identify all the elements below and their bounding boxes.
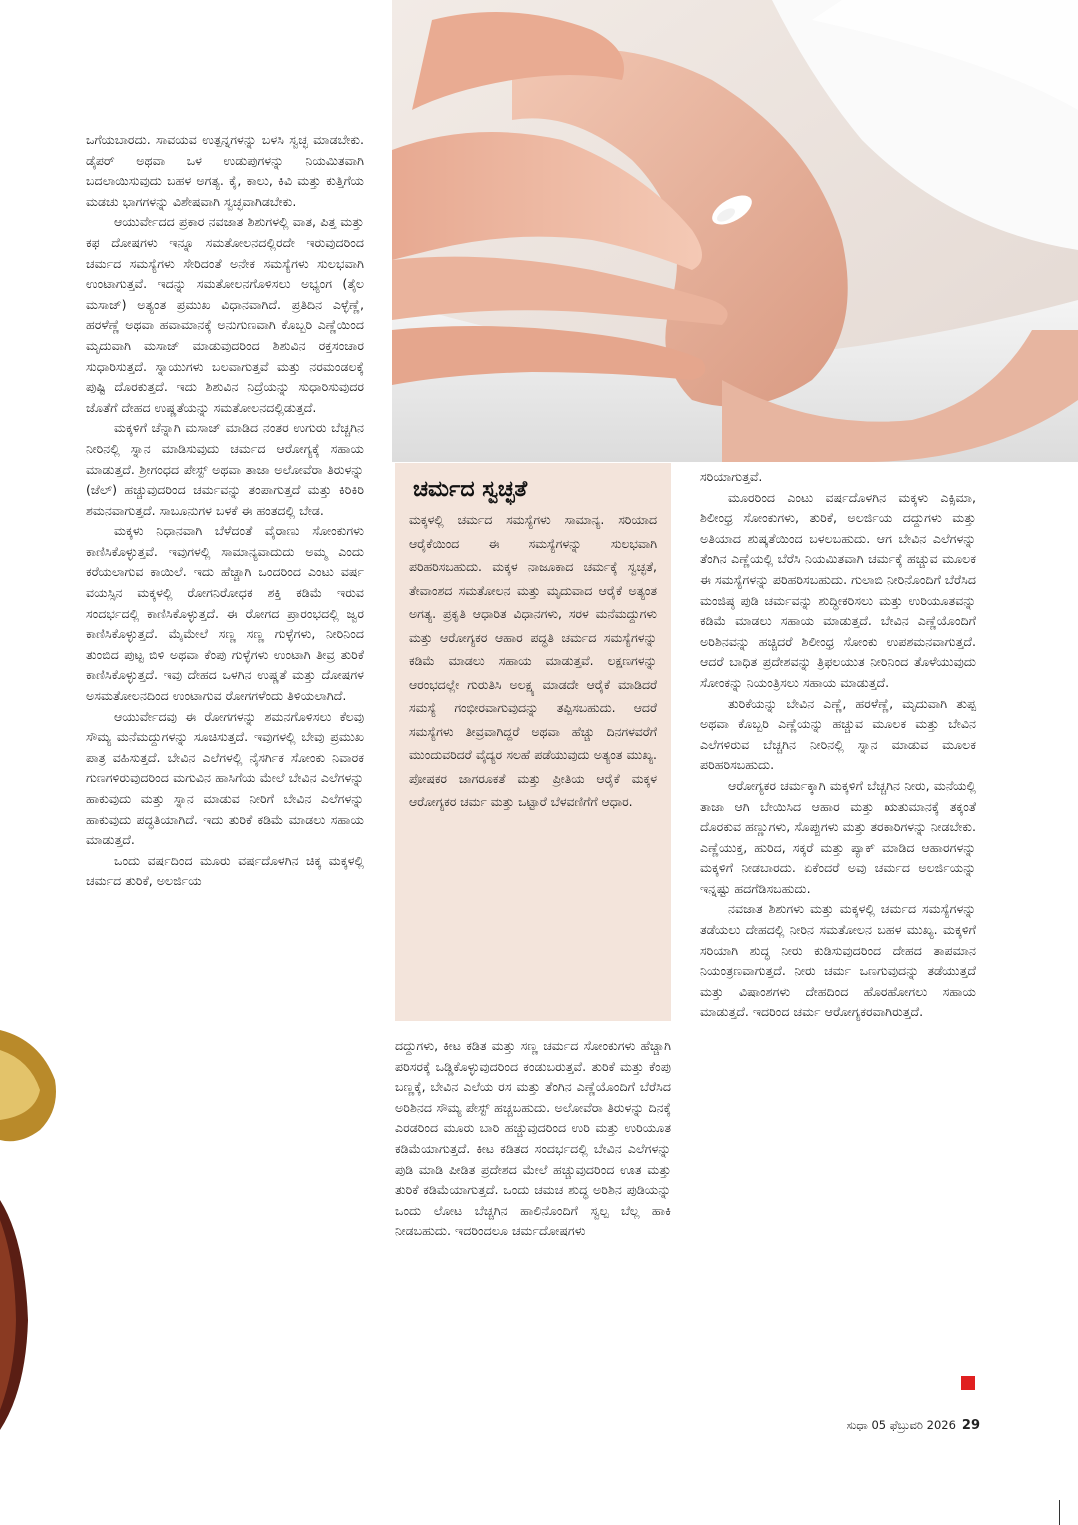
paragraph: ನವಜಾತ ಶಿಶುಗಳು ಮತ್ತು ಮಕ್ಕಳಲ್ಲಿ ಚರ್ಮದ ಸಮಸ್ಯೆಗಳನ್ನು ತಡೆಯಲು ದೇಹದಲ್ಲಿ ನೀರಿನ ಸಮತೋಲನ ಬಹಳ ಮುಖ್ಯ. ಮಕ್ಕಳಿಗೆ ಸರಿಯಾಗಿ ಶುದ್ಧ ನೀರು ಕುಡಿಸುವುದರಿಂದ ದೇಹದ ತಾಪಮಾನ ನಿಯಂತ್ರಣವಾಗುತ್ತದೆ. ನೀರು ಚರ್ಮ ಒಣಗುವುದನ್ನು ತಡೆಯುತ್ತದೆ ಮತ್ತು ವಿಷಾಂಶಗಳು ದೇಹದಿಂದ ಹೊರಹೋಗಲು ಸಹಾಯ ಮಾಡುತ್ತದೆ. ಇದರಿಂದ ಚರ್ಮ ಆರೋಗ್ಯಕರವಾಗಿರುತ್ತದೆ. xyxy=(700,901,976,1020)
page-number: 29 xyxy=(961,1418,980,1433)
sidebar-box xyxy=(395,463,671,1021)
paragraph: ತುರಿಕೆಯನ್ನು ಬೇವಿನ ಎಣ್ಣೆ, ಹರಳೆಣ್ಣೆ, ಮೃದುವಾಗಿ ತುಪ್ಪ ಅಥವಾ ಕೊಬ್ಬರಿ ಎಣ್ಣೆಯನ್ನು ಹಚ್ಚುವ ಮೂಲಕ ಮತ್ತು ಬೇವಿನ ಎಲೆಗಳಿರುವ ಬೆಚ್ಚಗಿನ ನೀರಿನಲ್ಲಿ ಸ್ನಾನ ಮಾಡುವ ಮೂಲಕ ಪರಿಹರಿಸಬಹುದು. xyxy=(700,695,976,773)
article-column-2 xyxy=(395,1036,671,1242)
page-footer xyxy=(820,1418,980,1433)
article-column-1 xyxy=(86,130,364,892)
sidebar-text: ಮಕ್ಕಳಲ್ಲಿ ಚರ್ಮದ ಸಮಸ್ಯೆಗಳು ಸಾಮಾನ್ಯ. ಸರಿಯಾದ ಆರೈಕೆಯಿಂದ ಈ ಸಮಸ್ಯೆಗಳನ್ನು ಸುಲಭವಾಗಿ ಪರಿಹರಿಸಬಹುದು. ಮಕ್ಕಳ ನಾಜೂಕಾದ ಚರ್ಮಕ್ಕೆ ಸ್ವಚ್ಛತೆ, ತೇವಾಂಶದ ಸಮತೋಲನ ಮತ್ತು ಮೃದುವಾದ ಆರೈಕೆ ಅತ್ಯಂತ ಅಗತ್ಯ. ಪ್ರಕೃತಿ ಆಧಾರಿತ ವಿಧಾನಗಳು, ಸರಳ ಮನೆಮದ್ದುಗಳು ಮತ್ತು ಆರೋಗ್ಯಕರ ಆಹಾರ ಪದ್ಧತಿ ಚರ್ಮದ ಸಮಸ್ಯೆಗಳನ್ನು ಕಡಿಮೆ ಮಾಡಲು ಸಹಾಯ ಮಾಡುತ್ತವೆ. ಲಕ್ಷಣಗಳನ್ನು ಆರಂಭದಲ್ಲೇ ಗುರುತಿಸಿ ಅಲಕ್ಷ್ಯ ಮಾಡದೇ ಆರೈಕೆ ಮಾಡಿದರೆ ಸಮಸ್ಯೆ ಗಂಭೀರವಾಗುವುದನ್ನು ತಪ್ಪಿಸಬಹುದು. ಆದರೆ ಸಮಸ್ಯೆಗಳು ತೀವ್ರವಾಗಿದ್ದರೆ ಅಥವಾ ಹೆಚ್ಚು ದಿನಗಳವರೆಗೆ ಮುಂದುವರಿದರೆ ವೈದ್ಯರ ಸಲಹೆ ಪಡೆಯುವುದು ಅತ್ಯಂತ ಮುಖ್ಯ. ಪೋಷಕರ ಜಾಗರೂಕತೆ ಮತ್ತು ಪ್ರೀತಿಯ ಆರೈಕೆ ಮಕ್ಕಳ ಆರೋಗ್ಯಕರ ಚರ್ಮ ಮತ್ತು ಒಟ್ಟಾರೆ ಬೆಳವಣಿಗೆಗೆ ಆಧಾರ. xyxy=(409,512,657,809)
paragraph: ಮಕ್ಕಳಿಗೆ ಚೆನ್ನಾಗಿ ಮಸಾಜ್ ಮಾಡಿದ ನಂತರ ಉಗುರು ಬೆಚ್ಚಗಿನ ನೀರಿನಲ್ಲಿ ಸ್ನಾನ ಮಾಡಿಸುವುದು ಚರ್ಮದ ಆರೋಗ್ಯಕ್ಕೆ ಸಹಾಯ ಮಾಡುತ್ತದೆ. ಶ್ರೀಗಂಧದ ಪೇಸ್ಟ್ ಅಥವಾ ತಾಜಾ ಅಲೋವೆರಾ ತಿರುಳನ್ನು (ಜೆಲ್) ಹಚ್ಚುವುದರಿಂದ ಚರ್ಮವನ್ನು ತಂಪಾಗುತ್ತದೆ ಮತ್ತು ಕಿರಿಕಿರಿ ಶಮನವಾಗುತ್ತದೆ. ಸಾಬೂನುಗಳ ಬಳಕೆ ಈ ಹಂತದಲ್ಲಿ ಬೇಡ. xyxy=(86,420,364,518)
footer-magazine-date: ಸುಧಾ 05 ಫೆಬ್ರುವರಿ 2026 xyxy=(846,1418,956,1432)
paragraph: ಸರಿಯಾಗುತ್ತವೆ. xyxy=(700,469,763,484)
paragraph: ಒಗೆಯಬಾರದು. ಸಾವಯವ ಉತ್ಪನ್ನಗಳನ್ನು ಬಳಸಿ ಸ್ವಚ್ಛ ಮಾಡಬೇಕು. ಡೈಪರ್ ಅಥವಾ ಒಳ ಉಡುಪುಗಳನ್ನು ನಿಯಮಿತವಾಗಿ ಬದಲಾಯಿಸುವುದು ಬಹಳ ಅಗತ್ಯ. ಕೈ, ಕಾಲು, ಕಿವಿ ಮತ್ತು ಕುತ್ತಿಗೆಯ ಮಡಚು ಭಾಗಗಳನ್ನು ವಿಶೇಷವಾಗಿ ಸ್ವಚ್ಛವಾಗಿಡಬೇಕು. xyxy=(86,132,364,209)
paragraph: ಆಯುರ್ವೇದವು ಈ ರೋಗಗಳನ್ನು ಶಮನಗೊಳಿಸಲು ಕೆಲವು ಸೌಮ್ಯ ಮನೆಮದ್ದುಗಳನ್ನು ಸೂಚಿಸುತ್ತದೆ. ಇವುಗಳಲ್ಲಿ ಬೇವು ಪ್ರಮುಖ ಪಾತ್ರ ವಹಿಸುತ್ತದೆ. ಬೇವಿನ ಎಲೆಗಳಲ್ಲಿ ನೈಸರ್ಗಿಕ ಸೋಂಕು ನಿವಾರಕ ಗುಣಗಳಿರುವುದರಿಂದ ಮಗುವಿನ ಹಾಸಿಗೆಯ ಮೇಲೆ ಬೇವಿನ ಎಲೆಗಳನ್ನು ಹಾಕುವುದು ಮತ್ತು ಸ್ನಾನ ಮಾಡುವ ನೀರಿಗೆ ಬೇವಿನ ಎಲೆಗಳನ್ನು ಹಾಕುವುದು ಪದ್ಧತಿಯಾಗಿದೆ. ಇದು ತುರಿಕೆ ಕಡಿಮೆ ಮಾಡಲು ಸಹಾಯ ಮಾಡುತ್ತದೆ. xyxy=(86,708,364,848)
article-end-mark xyxy=(961,1376,975,1390)
article-column-3 xyxy=(700,467,976,1023)
sidebar-title: ಚರ್ಮದ ಸ್ವಚ್ಛತೆ xyxy=(413,477,528,502)
paragraph: ಒಂದು ವರ್ಷದಿಂದ ಮೂರು ವರ್ಷದೊಳಗಿನ ಚಿಕ್ಕ ಮಕ್ಕಳಲ್ಲಿ ಚರ್ಮದ ತುರಿಕೆ, ಅಲರ್ಜಿಯ xyxy=(86,852,364,889)
paragraph: ಆರೋಗ್ಯಕರ ಚರ್ಮಕ್ಕಾಗಿ ಮಕ್ಕಳಿಗೆ ಬೆಚ್ಚಗಿನ ನೀರು, ಮನೆಯಲ್ಲಿ ತಾಜಾ ಆಗಿ ಬೇಯಿಸಿದ ಆಹಾರ ಮತ್ತು ಋತುಮಾನಕ್ಕೆ ತಕ್ಕಂತೆ ದೊರಕುವ ಹಣ್ಣುಗಳು, ಸೊಪ್ಪುಗಳು ಮತ್ತು ತರಕಾರಿಗಳನ್ನು ನೀಡಬೇಕು. ಎಣ್ಣೆಯುಕ್ತ, ಹುರಿದ, ಸಕ್ಕರೆ ಮತ್ತು ಪ್ಯಾಕ್ ಮಾಡಿದ ಆಹಾರಗಳನ್ನು ಮಕ್ಕಳಿಗೆ ನೀಡಬಾರದು. ಏಕೆಂದರೆ ಅವು ಚರ್ಮದ ಅಲರ್ಜಿಯನ್ನು ಇನ್ನಷ್ಟು ಹದಗೆಡಿಸಬಹುದು. xyxy=(700,777,976,896)
paragraph: ಮೂರರಿಂದ ಎಂಟು ವರ್ಷದೊಳಗಿನ ಮಕ್ಕಳು ಎಕ್ಸಿಮಾ, ಶಿಲೀಂಧ್ರ ಸೋಂಕುಗಳು, ತುರಿಕೆ, ಅಲರ್ಜಿಯ ದದ್ದುಗಳು ಮತ್ತು ಅತಿಯಾದ ಶುಷ್ಕತೆಯಿಂದ ಬಳಲಬಹುದು. ಆಗ ಬೇವಿನ ಎಲೆಗಳನ್ನು ತೆಂಗಿನ ಎಣ್ಣೆಯಲ್ಲಿ ಬೆರೆಸಿ ನಿಯಮಿತವಾಗಿ ಚರ್ಮಕ್ಕೆ ಹಚ್ಚುವ ಮೂಲಕ ಈ ಸಮಸ್ಯೆಗಳನ್ನು ಪರಿಹರಿಸಬಹುದು. ಗುಲಾಬಿ ನೀರಿನೊಂದಿಗೆ ಬೆರೆಸಿದ ಮಂಜಿಷ್ಠ ಪುಡಿ ಚರ್ಮವನ್ನು ಶುದ್ಧೀಕರಿಸಲು ಮತ್ತು ಉರಿಯೂತವನ್ನು ಕಡಿಮೆ ಮಾಡಲು ಸಹಾಯ ಮಾಡುತ್ತದೆ. ಬೇವಿನ ಎಣ್ಣೆಯೊಂದಿಗೆ ಅರಿಶಿನವನ್ನು ಹಚ್ಚಿದರೆ ಶಿಲೀಂಧ್ರ ಸೋಂಕು ಉಪಶಮನವಾಗುತ್ತದೆ. ಆದರೆ ಬಾಧಿತ ಪ್ರದೇಶವನ್ನು ತ್ರಿಫಲಯುತ ನೀರಿನಿಂದ ತೊಳೆಯುವುದು ಸೋಂಕನ್ನು ನಿಯಂತ್ರಿಸಲು ಸಹಾಯ ಮಾಡುತ್ತದೆ. xyxy=(700,489,976,690)
paragraph: ದದ್ದುಗಳು, ಕೀಟ ಕಡಿತ ಮತ್ತು ಸಣ್ಣ ಚರ್ಮದ ಸೋಂಕುಗಳು ಹೆಚ್ಚಾಗಿ ಪರಿಸರಕ್ಕೆ ಒಡ್ಡಿಕೊಳ್ಳುವುದರಿಂದ ಕಂಡುಬರುತ್ತವೆ. ತುರಿಕೆ ಮತ್ತು ಕೆಂಪು ಬಣ್ಣಕ್ಕೆ, ಬೇವಿನ ಎಲೆಯ ರಸ ಮತ್ತು ತೆಂಗಿನ ಎಣ್ಣೆಯೊಂದಿಗೆ ಬೆರೆಸಿದ ಅರಿಶಿನದ ಸೌಮ್ಯ ಪೇಸ್ಟ್ ಹಚ್ಚಬಹುದು. ಅಲೋವೆರಾ ತಿರುಳನ್ನು ದಿನಕ್ಕೆ ಎರಡರಿಂದ ಮೂರು ಬಾರಿ ಹಚ್ಚುವುದರಿಂದ ಉರಿ ಮತ್ತು ಉರಿಯೂತ ಕಡಿಮೆಯಾಗುತ್ತದೆ. ಕೀಟ ಕಡಿತದ ಸಂದರ್ಭದಲ್ಲಿ ಬೇವಿನ ಎಲೆಗಳನ್ನು ಪುಡಿ ಮಾಡಿ ಪೀಡಿತ ಪ್ರದೇಶದ ಮೇಲೆ ಹಚ್ಚುವುದರಿಂದ ಊತ ಮತ್ತು ತುರಿಕೆ ಕಡಿಮೆಯಾಗುತ್ತದೆ. ಒಂದು ಚಮಚ ಶುದ್ಧ ಅರಿಶಿನ ಪುಡಿಯನ್ನು ಒಂದು ಲೋಟ ಬೆಚ್ಚಗಿನ ಹಾಲಿನೊಂದಿಗೆ ಸ್ವಲ್ಪ ಬೆಲ್ಲ ಹಾಕಿ ನೀಡಬಹುದು. ಇದರಿಂದಲೂ ಚರ್ಮದೋಷಗಳು xyxy=(395,1038,671,1239)
decorative-lamp-image xyxy=(0,1020,60,1440)
paragraph: ಮಕ್ಕಳು ನಿಧಾನವಾಗಿ ಬೆಳೆದಂತೆ ವೈರಾಣು ಸೋಂಕುಗಳು ಕಾಣಿಸಿಕೊಳ್ಳುತ್ತವೆ. ಇವುಗಳಲ್ಲಿ ಸಾಮಾನ್ಯವಾದುದು ಅಮ್ಮ ಎಂದು ಕರೆಯಲಾಗುವ ಕಾಯಿಲೆ. ಇದು ಹೆಚ್ಚಾಗಿ ಒಂದರಿಂದ ಎಂಟು ವರ್ಷ ವಯಸ್ಸಿನ ಮಕ್ಕಳಲ್ಲಿ ರೋಗನಿರೋಧಕ ಶಕ್ತಿ ಕಡಿಮೆ ಇರುವ ಸಂದರ್ಭದಲ್ಲಿ ಕಾಣಿಸಿಕೊಳ್ಳುತ್ತದೆ. ಈ ರೋಗದ ಪ್ರಾರಂಭದಲ್ಲಿ ಜ್ವರ ಕಾಣಿಸಿಕೊಳ್ಳುತ್ತದೆ. ಮೈಮೇಲೆ ಸಣ್ಣ ಸಣ್ಣ ಗುಳ್ಳೆಗಳು, ನೀರಿನಿಂದ ತುಂಬಿದ ಪುಟ್ಟ ಬಿಳಿ ಅಥವಾ ಕೆಂಪು ಗುಳ್ಳೆಗಳು ಉಂಟಾಗಿ ತೀವ್ರ ತುರಿಕೆ ಕಾಣಿಸಿಕೊಳ್ಳುತ್ತದೆ. ಇವು ದೇಹದ ಒಳಗಿನ ಉಷ್ಣತೆ ಮತ್ತು ದೋಷಗಳ ಅಸಮತೋಲನದಿಂದ ಉಂಟಾಗುವ ರೋಗಗಳೆಂದು ತಿಳಿಯಲಾಗಿದೆ. xyxy=(86,523,364,704)
crop-mark-bottom xyxy=(1059,1500,1060,1525)
paragraph: ಆಯುರ್ವೇದದ ಪ್ರಕಾರ ನವಜಾತ ಶಿಶುಗಳಲ್ಲಿ ವಾತ, ಪಿತ್ತ ಮತ್ತು ಕಫ ದೋಷಗಳು ಇನ್ನೂ ಸಮತೋಲನದಲ್ಲಿರದೇ ಇರುವುದರಿಂದ ಚರ್ಮದ ಸಮಸ್ಯೆಗಳು ಸೇರಿದಂತೆ ಅನೇಕ ಸಮಸ್ಯೆಗಳು ಸುಲಭವಾಗಿ ಉಂಟಾಗುತ್ತವೆ. ಇದನ್ನು ಸಮತೋಲನಗೊಳಿಸಲು ಅಭ್ಯಂಗ (ತೈಲ ಮಸಾಜ್) ಅತ್ಯಂತ ಪ್ರಮುಖ ವಿಧಾನವಾಗಿದೆ. ಪ್ರತಿದಿನ ಎಳ್ಳೆಣ್ಣೆ, ಹರಳೆಣ್ಣೆ ಅಥವಾ ಹವಾಮಾನಕ್ಕೆ ಅನುಗುಣವಾಗಿ ಕೊಬ್ಬರಿ ಎಣ್ಣೆಯಿಂದ ಮೃದುವಾಗಿ ಮಸಾಜ್ ಮಾಡುವುದರಿಂದ ಶಿಶುವಿನ ರಕ್ತಸಂಚಾರ ಸುಧಾರಿಸುತ್ತದೆ. ಸ್ನಾಯುಗಳು ಬಲವಾಗುತ್ತವೆ ಮತ್ತು ನರಮಂಡಲಕ್ಕೆ ಪುಷ್ಟಿ ದೊರಕುತ್ತದೆ. ಇದು ಶಿಶುವಿನ ನಿದ್ರೆಯನ್ನು ಸುಧಾರಿಸುವುದರ ಜೊತೆಗೆ ದೇಹದ ಉಷ್ಣತೆಯನ್ನು ಸಮತೋಲನದಲ್ಲಿಡುತ್ತದೆ. xyxy=(86,214,364,415)
baby-skin-care-photo xyxy=(392,0,1078,462)
